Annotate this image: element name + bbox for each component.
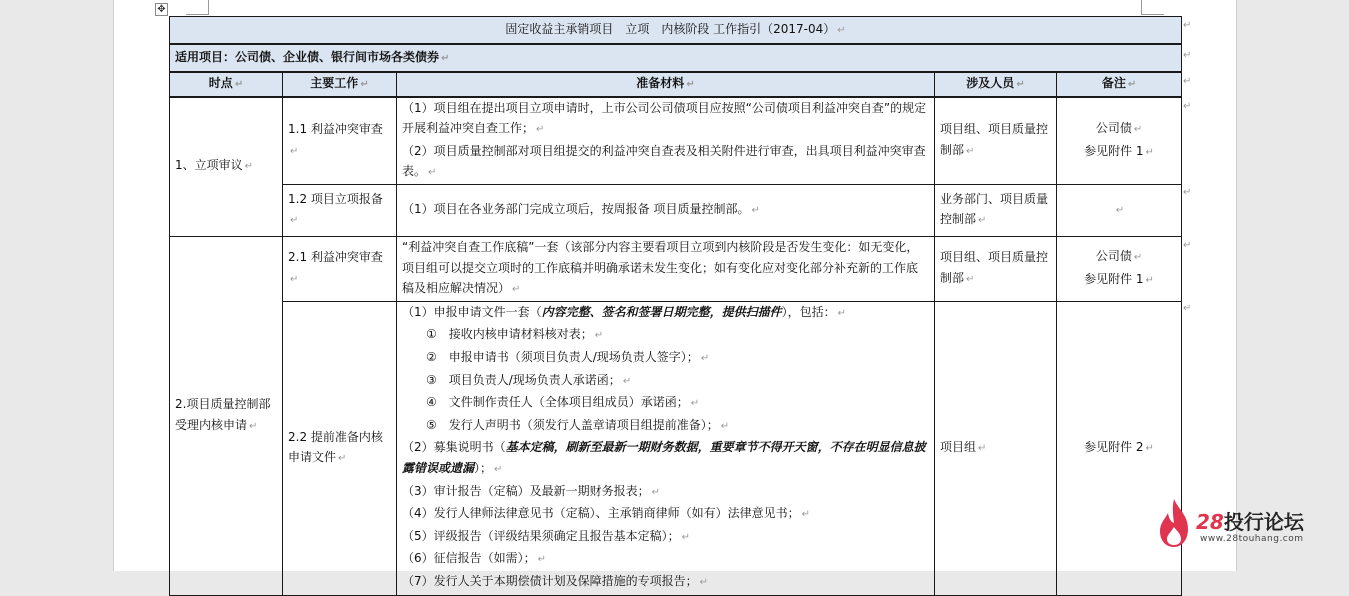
remarks-cell[interactable]: ↵ bbox=[1057, 184, 1182, 236]
remarks-cell[interactable]: 公司债 ↵ 参见附件 1 ↵ bbox=[1057, 236, 1182, 301]
header-materials[interactable]: 准备材料 ↵ bbox=[397, 72, 935, 97]
table-title[interactable]: 固定收益主承销项目 立项 内核阶段 工作指引（2017-04） ↵ bbox=[170, 17, 1182, 45]
people-cell[interactable]: 项目组、项目质量控制部 ↵ bbox=[935, 97, 1057, 185]
header-time[interactable]: 时点 ↵ bbox=[170, 72, 283, 97]
remarks-cell[interactable]: 公司债 ↵ 参见附件 1 ↵ bbox=[1057, 97, 1182, 185]
materials-cell[interactable]: （1）项目组在提出项目立项申请时，上市公司公司债项目应按照“公司债项目利益冲突自查”的规定开展利益冲突自查工作； ↵ （2）项目质量控制部对项目组提交的利益冲突自查表及相关附件进行审查，出具项目利益冲突审查表。 ↵ bbox=[397, 97, 935, 185]
end-of-row-mark: ↵ bbox=[1183, 240, 1192, 251]
guideline-table bbox=[169, 16, 1182, 596]
table-row bbox=[170, 184, 1182, 236]
end-of-row-mark: ↵ bbox=[1183, 187, 1192, 198]
header-remarks[interactable]: 备注 ↵ bbox=[1057, 72, 1182, 97]
people-cell[interactable]: 项目组、项目质量控制部 ↵ bbox=[935, 236, 1057, 301]
scope-text[interactable]: 适用项目：公司债、企业债、银行间市场各类债券 ↵ bbox=[170, 44, 1182, 72]
header-work[interactable]: 主要工作 ↵ bbox=[283, 72, 397, 97]
remarks-cell[interactable]: 参见附件 2 ↵ bbox=[1057, 301, 1182, 595]
phase-cell-2[interactable]: 2.项目质量控制部受理内核申请 ↵ bbox=[170, 236, 283, 595]
table-row bbox=[170, 301, 1182, 595]
logo-text: 28投行论坛 bbox=[1196, 510, 1304, 534]
flame-icon bbox=[1156, 497, 1192, 549]
watermark-logo bbox=[1156, 497, 1326, 549]
page-margin-corner-right bbox=[1141, 0, 1164, 15]
table-row bbox=[170, 236, 1182, 301]
materials-cell[interactable]: （1）申报申请文件一套（内容完整、签名和签署日期完整，提供扫描件），包括： ↵ ① 接收内核申请材料核对表； ↵ ② 申报申请书（须项目负责人/现场负责人签字）； ↵ ③ 项目负责人/现场负责人承诺函； ↵ ④ 文件制作责任人（全体项目组成员）承诺函； ↵ ⑤ 发行人声明书（须发行人盖章请项目组提前准备）； ↵ （2）募集说明书（基本定稿，刷新至最新一期财务数据，重要章节不得开天窗，不存在明显信息披露错误或遗漏）； ↵ （3）审计报告（定稿）及最新一期财务报表； ↵ （4）发行人律师法律意见书（定稿）、主承销商律师（如有）法律意见书； ↵ （5）评级报告（评级结果须确定且报告基本定稿）； ↵ （6）征信报告（如需）； ↵ （7）发行人关于本期偿债计划及保障措施的专项报告； ↵ bbox=[397, 301, 935, 595]
work-cell[interactable]: 1.2 项目立项报备↵ bbox=[283, 184, 397, 236]
scope-row bbox=[170, 44, 1182, 72]
materials-cell[interactable]: “利益冲突自查工作底稿”一套（该部分内容主要看项目立项到内核阶段是否发生变化：如无变化，项目组可以提交立项时的工作底稿并明确承诺未发生变化；如有变化应对变化部分补充新的工作底稿及相应解决情况） ↵ bbox=[397, 236, 935, 301]
people-cell[interactable]: 业务部门、项目质量控制部 ↵ bbox=[935, 184, 1057, 236]
work-cell[interactable]: 2.1 利益冲突审查↵ bbox=[283, 236, 397, 301]
table-title-row bbox=[170, 17, 1182, 45]
end-of-row-mark: ↵ bbox=[1183, 50, 1192, 61]
end-of-row-mark: ↵ bbox=[1183, 101, 1192, 112]
work-cell[interactable]: 1.1 利益冲突审查↵ bbox=[283, 97, 397, 185]
work-cell[interactable]: 2.2 提前准备内核申请文件 ↵ bbox=[283, 301, 397, 595]
materials-cell[interactable]: （1）项目在各业务部门完成立项后，按周报备 项目质量控制部。 ↵ bbox=[397, 184, 935, 236]
table-move-handle-icon[interactable]: ✥ bbox=[155, 3, 168, 16]
end-of-row-mark: ↵ bbox=[1183, 76, 1192, 87]
column-header-row bbox=[170, 72, 1182, 97]
logo-url: www.28touhang.com bbox=[1200, 534, 1304, 544]
end-of-row-mark: ↵ bbox=[1183, 20, 1192, 31]
page-margin-corner-left bbox=[186, 0, 209, 15]
header-people[interactable]: 涉及人员 ↵ bbox=[935, 72, 1057, 97]
people-cell[interactable]: 项目组 ↵ bbox=[935, 301, 1057, 595]
end-of-row-mark: ↵ bbox=[1183, 303, 1192, 314]
phase-cell-1[interactable]: 1、立项审议 ↵ bbox=[170, 97, 283, 237]
table-row bbox=[170, 97, 1182, 185]
